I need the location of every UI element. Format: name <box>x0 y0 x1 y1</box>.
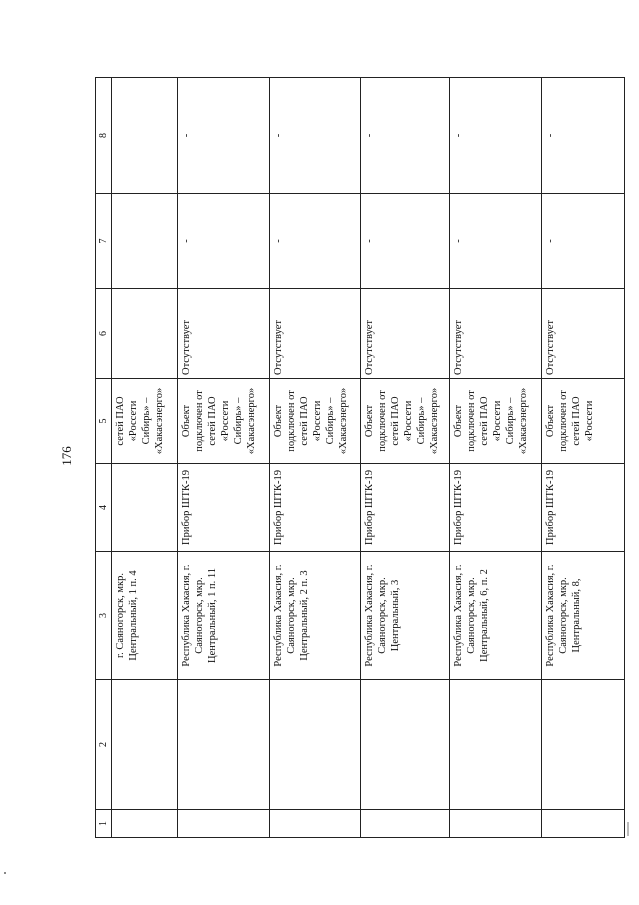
table-cell: Объект подключен от сетей ПАО «Россети Сибирь» – «Хакасэнерго» <box>360 379 449 464</box>
table-row <box>450 78 541 838</box>
table-cell <box>178 810 269 838</box>
table-cell: Прибор ШТК-19 <box>360 464 449 552</box>
table-cell: Прибор ШТК-19 <box>269 464 360 552</box>
header-cell: 1 <box>96 810 112 838</box>
table-cell: Республика Хакасия, г. Саяногорск, мкр. Центральный, 3 <box>360 552 449 680</box>
table-cell: Отсутствует <box>541 289 624 379</box>
table-cell <box>450 810 541 838</box>
table-cell: Прибор ШТК-19 <box>541 464 624 552</box>
table-cell <box>541 810 624 838</box>
table-cell <box>111 464 178 552</box>
table-cell <box>360 810 449 838</box>
table-row <box>269 78 360 838</box>
table-cell: - <box>541 194 624 289</box>
header-cell: 2 <box>96 680 112 810</box>
header-cell: 5 <box>96 379 112 464</box>
table-cell: Объект подключен от сетей ПАО «Россети Сибирь» – «Хакасэнерго» <box>269 379 360 464</box>
table-cell: сетей ПАО «Россети Сибирь» – «Хакасэнерго» <box>111 379 178 464</box>
table-cell: Республика Хакасия, г. Саяногорск, мкр. Центральный, 1 п. 11 <box>178 552 269 680</box>
table-cell: - <box>178 194 269 289</box>
table-cell: Прибор ШТК-19 <box>450 464 541 552</box>
header-cell: 3 <box>96 552 112 680</box>
table-row <box>360 78 449 838</box>
table-cell: Объект подключен от сетей ПАО «Россети <box>541 379 624 464</box>
table-cell <box>178 680 269 810</box>
table-cell <box>541 680 624 810</box>
table-cell: г. Саяногорск, мкр. Центральный, 1 п. 4 <box>111 552 178 680</box>
table-cell <box>269 680 360 810</box>
table-cell <box>111 810 178 838</box>
table-cell: Прибор ШТК-19 <box>178 464 269 552</box>
table-row <box>178 78 269 838</box>
rotated-table <box>95 78 625 838</box>
table-cell: Республика Хакасия, г. Саяногорск, мкр. Центральный, 2 п. 3 <box>269 552 360 680</box>
table-cell: Отсутствует <box>450 289 541 379</box>
table-cell <box>111 680 178 810</box>
table-cell: - <box>178 78 269 194</box>
table-cell: Отсутствует <box>360 289 449 379</box>
table-row <box>111 78 178 838</box>
header-cell: 7 <box>96 194 112 289</box>
table-cell <box>111 289 178 379</box>
table-cell: - <box>269 194 360 289</box>
table-cell <box>269 810 360 838</box>
scan-artifact <box>627 822 629 836</box>
table-cell: - <box>269 78 360 194</box>
scan-artifact <box>4 872 6 874</box>
table-cell: - <box>541 78 624 194</box>
header-cell: 8 <box>96 78 112 194</box>
table-cell: Объект подключен от сетей ПАО «Россети Сибирь» – «Хакасэнерго» <box>178 379 269 464</box>
data-table <box>95 77 625 838</box>
header-cell: 6 <box>96 289 112 379</box>
table-cell: Республика Хакасия, г. Саяногорск, мкр. Центральный, 6, п. 2 <box>450 552 541 680</box>
table-cell: Отсутствует <box>269 289 360 379</box>
table-wrapper <box>95 78 625 838</box>
table-cell <box>450 680 541 810</box>
table-row <box>541 78 624 838</box>
page-number: 176 <box>59 446 74 466</box>
table-cell: - <box>360 194 449 289</box>
table-cell <box>360 680 449 810</box>
table-cell <box>111 194 178 289</box>
table-cell: - <box>450 194 541 289</box>
table-cell: Отсутствует <box>178 289 269 379</box>
header-cell: 4 <box>96 464 112 552</box>
header-row <box>96 78 112 838</box>
table-cell: Объект подключен от сетей ПАО «Россети Сибирь» – «Хакасэнерго» <box>450 379 541 464</box>
table-cell: - <box>360 78 449 194</box>
table-cell: - <box>450 78 541 194</box>
table-cell <box>111 78 178 194</box>
table-cell: Республика Хакасия, г. Саяногорск, мкр. Центральный, 8, <box>541 552 624 680</box>
